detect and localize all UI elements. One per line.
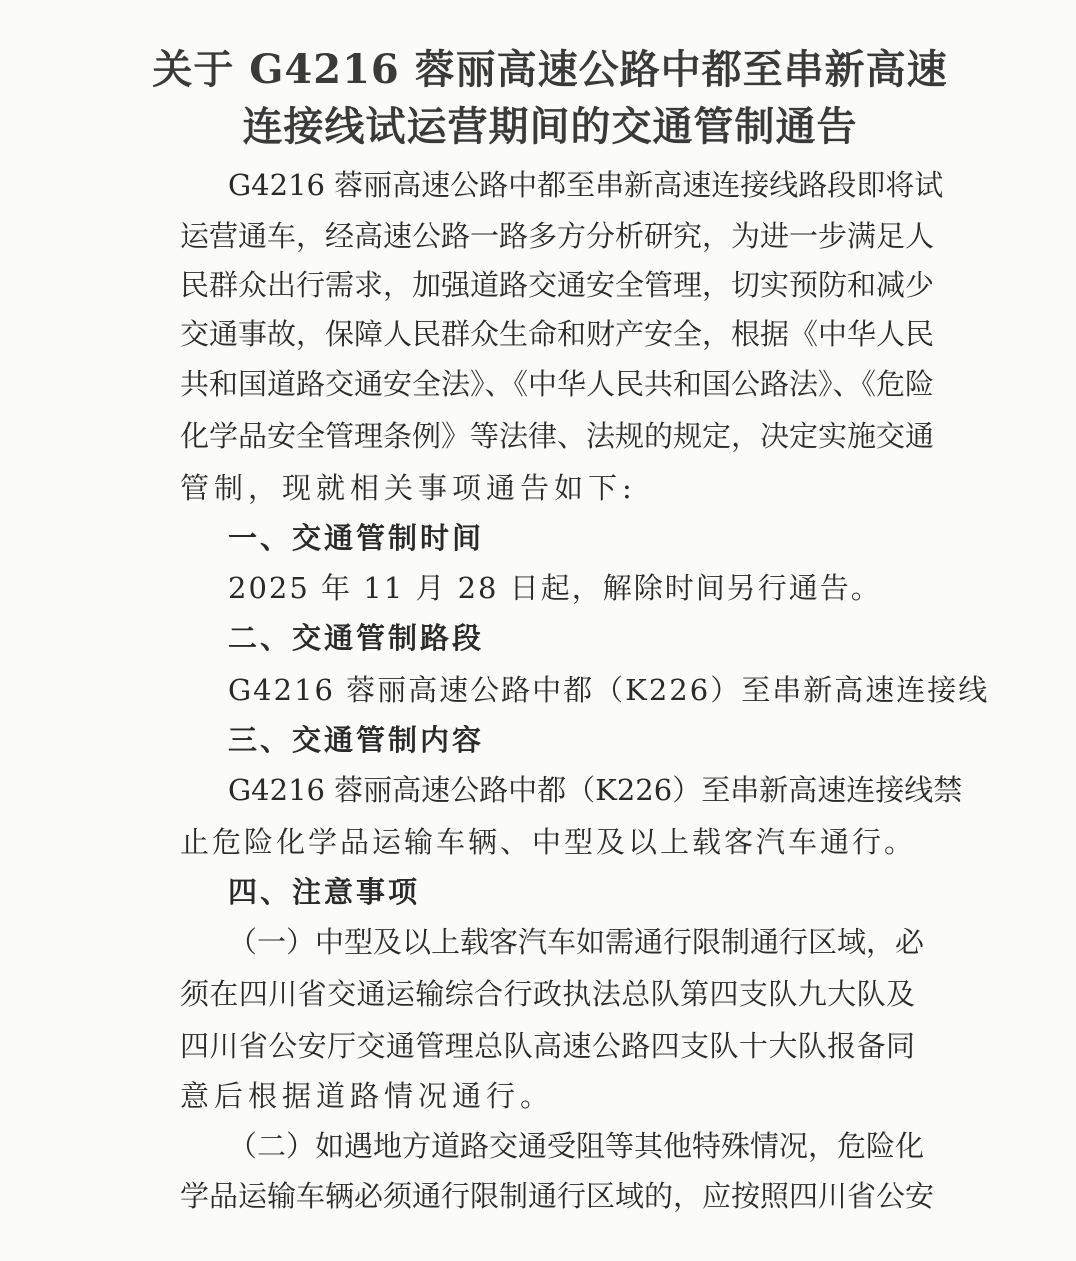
title-line-1: 关于 G4216 蓉丽高速公路中都至串新高速 — [152, 46, 948, 93]
text-line: （一）中型及以上载客汽车如需通行限制通行区域，必 — [228, 925, 925, 959]
text-line: 化学品安全管理条例》等法律、法规的规定，决定实施交通 — [180, 419, 935, 453]
text-line: G4216 蓉丽高速公路中都至串新高速连接线路段即将试 — [228, 168, 944, 202]
text-line: G4216 蓉丽高速公路中都（K226）至串新高速连接线禁 — [228, 773, 963, 807]
text-line: 民群众出行需求，加强道路交通安全管理，切实预防和减少 — [180, 268, 935, 302]
text-line: （二）如遇地方道路交通受阻等其他特殊情况，危险化 — [228, 1129, 925, 1163]
text-line: 止危险化学品运输车辆、中型及以上载客汽车通行。 — [180, 825, 917, 859]
text-line: G4216 蓉丽高速公路中都（K226）至串新高速连接线 — [228, 673, 990, 707]
text-line: 意后根据道路情况通行。 — [180, 1079, 555, 1113]
section-heading: 一、交通管制时间 — [228, 521, 485, 555]
section-heading: 四、注意事项 — [228, 875, 421, 909]
text-line: 管制，现就相关事项通告如下: — [180, 471, 637, 505]
text-line: 共和国道路交通安全法》、《中华人民共和国公路法》、《危险 — [180, 367, 935, 401]
section-heading: 三、交通管制内容 — [228, 723, 485, 757]
text-line: 交通事故，保障人民群众生命和财产安全，根据《中华人民 — [180, 317, 935, 351]
text-line: 须在四川省交通运输综合行政执法总队第四支队九大队及 — [180, 977, 915, 1011]
text-line: 四川省公安厅交通管理总队高速公路四支队十大队报备同 — [180, 1029, 915, 1063]
title-line-2: 连接线试运营期间的交通管制通告 — [242, 103, 858, 150]
text-line: 2025 年 11 月 28 日起，解除时间另行通告。 — [228, 571, 882, 605]
text-line: 学品运输车辆必须通行限制通行区域的，应按照四川省公安 — [180, 1179, 935, 1213]
text-line: 运营通车，经高速公路一路多方分析研究，为进一步满足人 — [180, 219, 935, 253]
section-heading: 二、交通管制路段 — [228, 621, 485, 655]
